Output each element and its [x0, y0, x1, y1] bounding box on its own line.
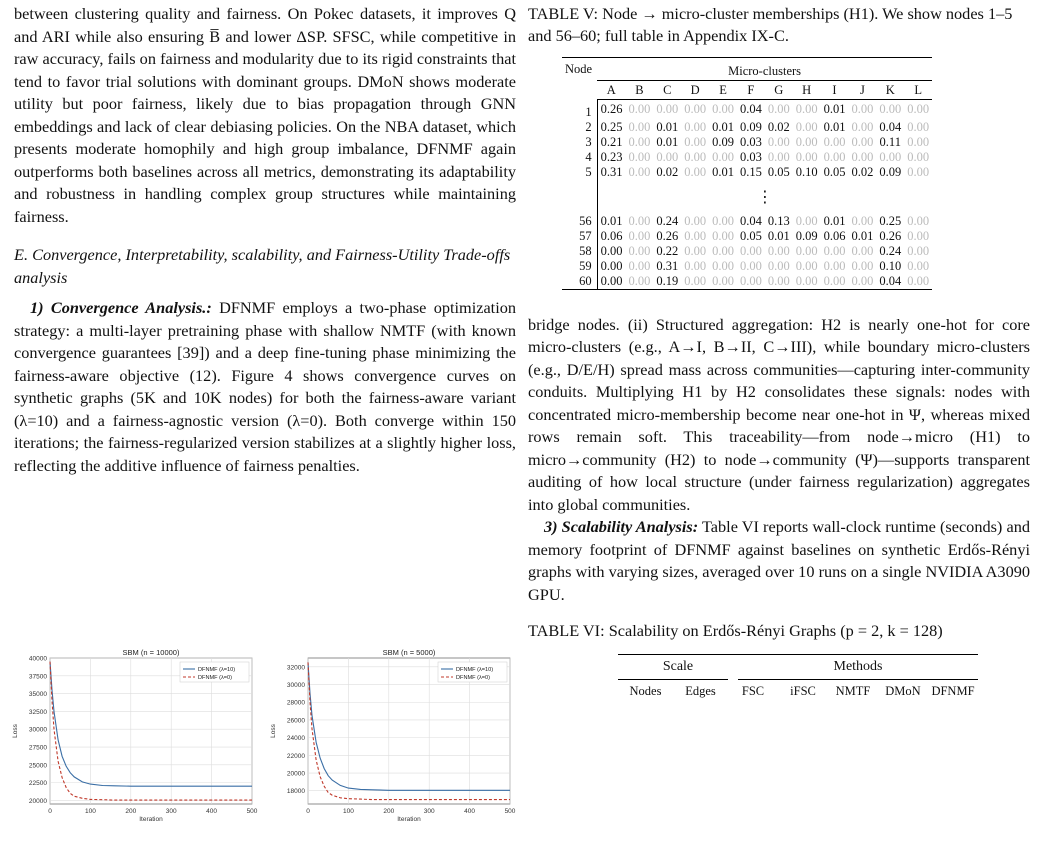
table5-col-i: I [821, 81, 849, 100]
table5-cell: 0.22 [656, 243, 679, 258]
table6-scale-header: Scale [662, 659, 694, 674]
table-row [562, 259, 932, 274]
y-axis-label: Loss [270, 724, 277, 738]
table5-cell: 0.00 [628, 102, 651, 117]
table6-subheader: Nodes [629, 684, 662, 698]
table5-cell: 0.00 [795, 243, 818, 258]
table5-cell: 0.00 [907, 213, 930, 228]
legend-label: DFNMF (λ=0) [198, 675, 233, 681]
y-tick-label: 37500 [28, 673, 47, 681]
table5-col-d: D [681, 81, 709, 100]
table5-cell: 0.00 [795, 213, 818, 228]
table5-cell: 0.01 [656, 119, 679, 134]
table5-col-a: A [597, 81, 625, 100]
table5 [562, 57, 932, 290]
table5-cell: 0.06 [823, 228, 846, 243]
table5-bottom-rows [562, 214, 932, 290]
x-axis-label: Iteration [397, 816, 421, 823]
table5-cell: 0.01 [851, 228, 874, 243]
table5-cell: 0.05 [823, 164, 846, 179]
table5-cell: 0.01 [823, 119, 846, 134]
table5-cell: 0.00 [823, 149, 846, 164]
table5-node-id: 2 [562, 120, 597, 135]
table5-group-header: Micro-clusters [728, 63, 802, 78]
x-tick-label: 500 [504, 808, 516, 815]
x-tick-label: 0 [306, 808, 310, 815]
table5-cell: 0.00 [739, 273, 762, 288]
convergence-text: DFNMF employs a two-phase optimization strategy: a multi-layer pretraining phase with shallow NMTF (with known convergence guarantees [39]) and a deep fine-tuning phase minimizing the fairness-aware objective (12). Figure 4 shows convergence curves on synthetic graphs (5K and 10K nodes) for both the fairness-aware variant (λ=10) and a fairness-agnostic version (λ=0). Both converge within 150 iterations; the fairness-regularized version stabilizes at a slightly higher loss, reflecting the additive influence of fairness penalties. [14, 298, 517, 475]
table5-cell: 0.00 [795, 273, 818, 288]
table5-cell: 0.00 [767, 134, 790, 149]
y-tick-label: 22500 [28, 780, 47, 788]
table5-cell: 0.01 [823, 102, 846, 117]
table5-cell: 0.09 [739, 119, 762, 134]
table5-cell: 0.00 [684, 164, 707, 179]
y-tick-label: 24000 [286, 735, 305, 743]
table5-cell: 0.01 [656, 134, 679, 149]
table5-cell: 0.00 [712, 102, 734, 117]
table5-cell: 0.00 [907, 228, 930, 243]
table5-cell: 0.23 [600, 149, 623, 164]
table5-cell: 0.00 [907, 258, 930, 273]
table5-cell: 0.24 [656, 213, 679, 228]
scalability-text: Table VI reports wall-clock runtime (seconds) and memory footprint of DFNMF against baselines on synthetic Erdős-Rényi graphs with varying sizes, averaged over 10 runs on a single NVIDIA A3090 GPU. [528, 517, 1030, 604]
x-tick-label: 400 [464, 808, 476, 815]
y-tick-label: 27500 [28, 744, 47, 752]
table5-node-header: Node [565, 62, 593, 76]
convergence-paragraph [14, 297, 516, 477]
table5-cell: 0.00 [628, 243, 651, 258]
convergence-chart-n10000 [8, 646, 260, 844]
x-tick-label: 400 [206, 808, 218, 815]
y-tick-label: 30000 [286, 682, 305, 690]
y-tick-label: 22000 [286, 752, 305, 760]
y-tick-label: 18000 [286, 788, 305, 796]
x-tick-label: 200 [383, 808, 395, 815]
table5-cell: 0.00 [823, 273, 846, 288]
table5-cell: 0.00 [684, 258, 707, 273]
table5-cell: 0.00 [739, 243, 762, 258]
table5-cell: 0.00 [851, 149, 874, 164]
table5-cell: 0.00 [767, 273, 790, 288]
legend-label: DFNMF (λ=10) [198, 667, 236, 673]
table5-cell: 0.00 [907, 243, 930, 258]
table5-cell: 0.00 [907, 134, 930, 149]
x-tick-label: 300 [423, 808, 435, 815]
results-paragraph [14, 3, 516, 228]
table5-cell: 0.05 [739, 228, 762, 243]
scalability-paragraph [528, 516, 1030, 606]
table5-cell: 0.01 [712, 119, 734, 134]
table5-cell: 0.09 [795, 228, 818, 243]
table5-cell: 0.00 [823, 258, 846, 273]
table5-cell: 0.00 [851, 119, 874, 134]
table5-cell: 0.00 [712, 149, 734, 164]
table-row [562, 150, 932, 165]
table5-cell: 0.09 [712, 134, 734, 149]
table5-cell: 0.00 [684, 102, 707, 117]
table5-cell: 0.00 [907, 273, 930, 288]
y-tick-label: 28000 [286, 699, 305, 707]
table5-cell: 0.00 [851, 102, 874, 117]
table5-top-rows [562, 100, 932, 180]
table5-cell: 0.00 [851, 273, 874, 288]
table5-cell: 0.00 [628, 149, 651, 164]
table5-cell: 0.10 [795, 164, 818, 179]
table6-subheader: DFNMF [931, 684, 975, 698]
table6-subheaders [618, 684, 978, 699]
table5-cell: 0.04 [739, 213, 762, 228]
x-axis-label: Iteration [139, 816, 163, 823]
table6-subheader: iFSC [790, 684, 816, 698]
table5-cell: 0.00 [600, 243, 623, 258]
table5-cell: 0.00 [907, 164, 930, 179]
table5-cell: 0.03 [739, 134, 762, 149]
scalability-heading: 3) Scalability Analysis: [544, 517, 699, 536]
table5-cell: 0.13 [767, 213, 790, 228]
table6 [618, 654, 978, 699]
table5-cell: 0.24 [879, 243, 902, 258]
table5-cell: 0.00 [600, 273, 623, 288]
x-tick-label: 100 [342, 808, 354, 815]
y-tick-label: 30000 [28, 726, 47, 734]
table5-col-b: B [625, 81, 653, 100]
table-row [562, 165, 932, 180]
table5-cell: 0.21 [600, 134, 623, 149]
table5-cell: 0.00 [684, 273, 707, 288]
table5-node-id: 1 [562, 100, 597, 120]
table-row [562, 100, 932, 120]
table6-subheader: NMTF [835, 684, 871, 698]
x-tick-label: 100 [84, 808, 96, 815]
convergence-chart-n5000 [266, 646, 518, 844]
table5-node-id: 58 [562, 244, 597, 259]
table5-cell: 0.00 [684, 228, 707, 243]
table5-cell: 0.00 [712, 228, 734, 243]
table5-cell: 0.00 [684, 134, 707, 149]
table-row [562, 229, 932, 244]
table5-cell: 0.26 [600, 102, 623, 117]
table6-caption: TABLE VI: Scalability on Erdős-Rényi Graphs (p = 2, k = 128) [528, 621, 943, 640]
right-column [528, 0, 1030, 699]
y-tick-label: 35000 [28, 691, 47, 699]
table5-cell: 0.04 [879, 273, 902, 288]
table6-subheader: DMoN [885, 684, 921, 698]
table5-cell: 0.15 [739, 164, 762, 179]
x-tick-label: 0 [48, 808, 52, 815]
x-tick-label: 300 [165, 808, 177, 815]
y-tick-label: 20000 [286, 770, 305, 778]
table5-cell: 0.00 [684, 119, 707, 134]
table5-cell: 0.00 [907, 102, 930, 117]
table-row [562, 135, 932, 150]
table5-cell: 0.00 [712, 213, 734, 228]
table5-cell: 0.00 [795, 258, 818, 273]
table5-cell: 0.00 [739, 258, 762, 273]
table5-col-h: H [793, 81, 821, 100]
figure-4b [266, 646, 518, 849]
chart-title: SBM (n = 10000) [122, 648, 180, 657]
table5-node-id: 60 [562, 274, 597, 290]
table5-cell: 0.00 [628, 273, 651, 288]
table5-node-id: 56 [562, 214, 597, 229]
table-row [562, 120, 932, 135]
table-row [562, 214, 932, 229]
table5-cell: 0.00 [628, 228, 651, 243]
table5-cell: 0.00 [823, 134, 846, 149]
table5-cell: 0.03 [739, 149, 762, 164]
table5-cell: 0.01 [823, 213, 846, 228]
table5-cell: 0.00 [656, 102, 679, 117]
y-tick-label: 20000 [28, 797, 47, 805]
table5-cell: 0.00 [823, 243, 846, 258]
table5-cell: 0.00 [767, 149, 790, 164]
table5-cell: 0.00 [712, 258, 734, 273]
table5-cell: 0.26 [879, 228, 902, 243]
table5-node-id: 5 [562, 165, 597, 180]
table5-cell: 0.31 [600, 164, 623, 179]
table5-cell: 0.00 [712, 273, 734, 288]
table5-cell: 0.00 [879, 102, 902, 117]
table5-cell: 0.00 [795, 102, 818, 117]
table-row [562, 244, 932, 259]
table5-cell: 0.00 [795, 119, 818, 134]
table5-ellipsis: ⋮ [756, 188, 773, 206]
legend-label: DFNMF (λ=0) [456, 675, 491, 681]
table5-cell: 0.02 [767, 119, 790, 134]
table5-cell: 0.25 [600, 119, 623, 134]
table5-cell: 0.00 [879, 149, 902, 164]
table5-cell: 0.11 [879, 134, 901, 149]
table5-cell: 0.19 [656, 273, 679, 288]
y-tick-label: 26000 [286, 717, 305, 725]
interpretability-text: bridge nodes. (ii) Structured aggregation: H2 is nearly one-hot for core micro-clusters (e.g., A→I, B→II, C→III), while boundary micro-clusters (e.g., D/E/H) spread mass across communities—capturing inter-community conduits. Multiplying H1 by H2 consolidates these signals: nodes with concentrated micro-membership become near one-hot in Ψ, whereas mixed rows remain soft. This traceability—from node→micro (H1) to micro→community (H2) to node→community (Ψ)—supports transparent auditing of how local structure (under fairness regularization) aggregates into global communities. [528, 314, 1030, 514]
table5-cell: 0.00 [628, 258, 651, 273]
table5-cell: 0.00 [767, 258, 790, 273]
y-axis-label: Loss [12, 724, 19, 738]
table5-node-id: 57 [562, 229, 597, 244]
table5-cell: 0.00 [907, 119, 930, 134]
y-tick-label: 32500 [28, 708, 47, 716]
table5-cell: 0.00 [600, 258, 623, 273]
table5-cell: 0.04 [879, 119, 902, 134]
table5-node-id: 59 [562, 259, 597, 274]
x-tick-label: 200 [125, 808, 137, 815]
table5-cell: 0.00 [767, 243, 790, 258]
table5-col-g: G [765, 81, 793, 100]
table5-node-id: 3 [562, 135, 597, 150]
chart-title: SBM (n = 5000) [382, 648, 436, 657]
table5-cell: 0.00 [851, 258, 874, 273]
interpretability-paragraph [528, 314, 1030, 517]
section-title: E. Convergence, Interpretability, scalability, and Fairness-Utility Trade-offs analysis [14, 245, 511, 287]
table5-cell: 0.00 [851, 213, 874, 228]
table5-cell: 0.02 [851, 164, 874, 179]
table5-col-k: K [876, 81, 904, 100]
table5-cell: 0.31 [656, 258, 679, 273]
table5-cell: 0.00 [795, 134, 818, 149]
table5-cell: 0.00 [795, 149, 818, 164]
table5-cell: 0.05 [767, 164, 790, 179]
table5-caption: TABLE V: Node → micro-cluster memberships (H1). We show nodes 1–5 and 56–60; full table in Appendix IX-C. [528, 4, 1013, 45]
table5-cell: 0.25 [879, 213, 902, 228]
table5-cell: 0.00 [628, 213, 651, 228]
convergence-heading: 1) Convergence Analysis.: [30, 298, 212, 317]
table5-node-id: 4 [562, 150, 597, 165]
table5-col-f: F [737, 81, 765, 100]
y-tick-label: 32000 [286, 664, 305, 672]
table5-cell: 0.00 [656, 149, 679, 164]
table5-cell: 0.00 [907, 149, 930, 164]
table5-column-headers [562, 81, 932, 100]
table5-cell: 0.04 [739, 102, 762, 117]
table5-cell: 0.00 [628, 119, 651, 134]
table-row [562, 274, 932, 290]
table6-methods-header: Methods [833, 659, 883, 674]
table5-wrap [562, 57, 1030, 290]
table5-cell: 0.09 [879, 164, 902, 179]
table5-cell: 0.02 [656, 164, 679, 179]
table5-cell: 0.00 [851, 243, 874, 258]
table6-subheader: FSC [741, 684, 765, 698]
y-tick-label: 40000 [28, 655, 47, 663]
table5-col-e: E [709, 81, 737, 100]
table6-subheader: Edges [685, 684, 716, 698]
table5-cell: 0.00 [628, 164, 651, 179]
table5-cell: 0.00 [628, 134, 651, 149]
left-column [14, 0, 516, 477]
table5-col-j: J [848, 81, 876, 100]
table5-cell: 0.01 [767, 228, 790, 243]
table5-col-c: C [653, 81, 681, 100]
results-text: between clustering quality and fairness. On Pokec datasets, it improves Q and ARI while also ensuring B̅ and lower ΔSP. SFSC, while competitive in raw accuracy, fails on fairness and modularity due to its rigid constraints that tend to favor trial solutions with dominant groups. DMoN shows moderate utility but poor fairness, likely due to bias propagation through GNN embeddings and lack of clear debiasing policies. On the NBA dataset, which presents moderate homophily and high group imbalance, DFNMF again outperforms both baselines across all metrics, demonstrating its adaptability and robustness in handling complex group structures while maintaining fairness. [14, 4, 516, 226]
table5-cell: 0.01 [712, 164, 734, 179]
table5-cell: 0.06 [600, 228, 623, 243]
table5-cell: 0.01 [600, 213, 623, 228]
table5-cell: 0.00 [684, 213, 707, 228]
table5-col-l: L [904, 81, 932, 100]
table5-cell: 0.00 [851, 134, 874, 149]
table5-cell: 0.00 [684, 243, 707, 258]
figure-4 [8, 646, 260, 849]
y-tick-label: 25000 [28, 762, 47, 770]
legend-label: DFNMF (λ=10) [456, 667, 494, 673]
x-tick-label: 500 [246, 808, 258, 815]
table5-cell: 0.26 [656, 228, 679, 243]
table5-cell: 0.00 [712, 243, 734, 258]
table5-cell: 0.00 [767, 102, 790, 117]
table5-cell: 0.10 [879, 258, 902, 273]
table5-cell: 0.00 [684, 149, 707, 164]
